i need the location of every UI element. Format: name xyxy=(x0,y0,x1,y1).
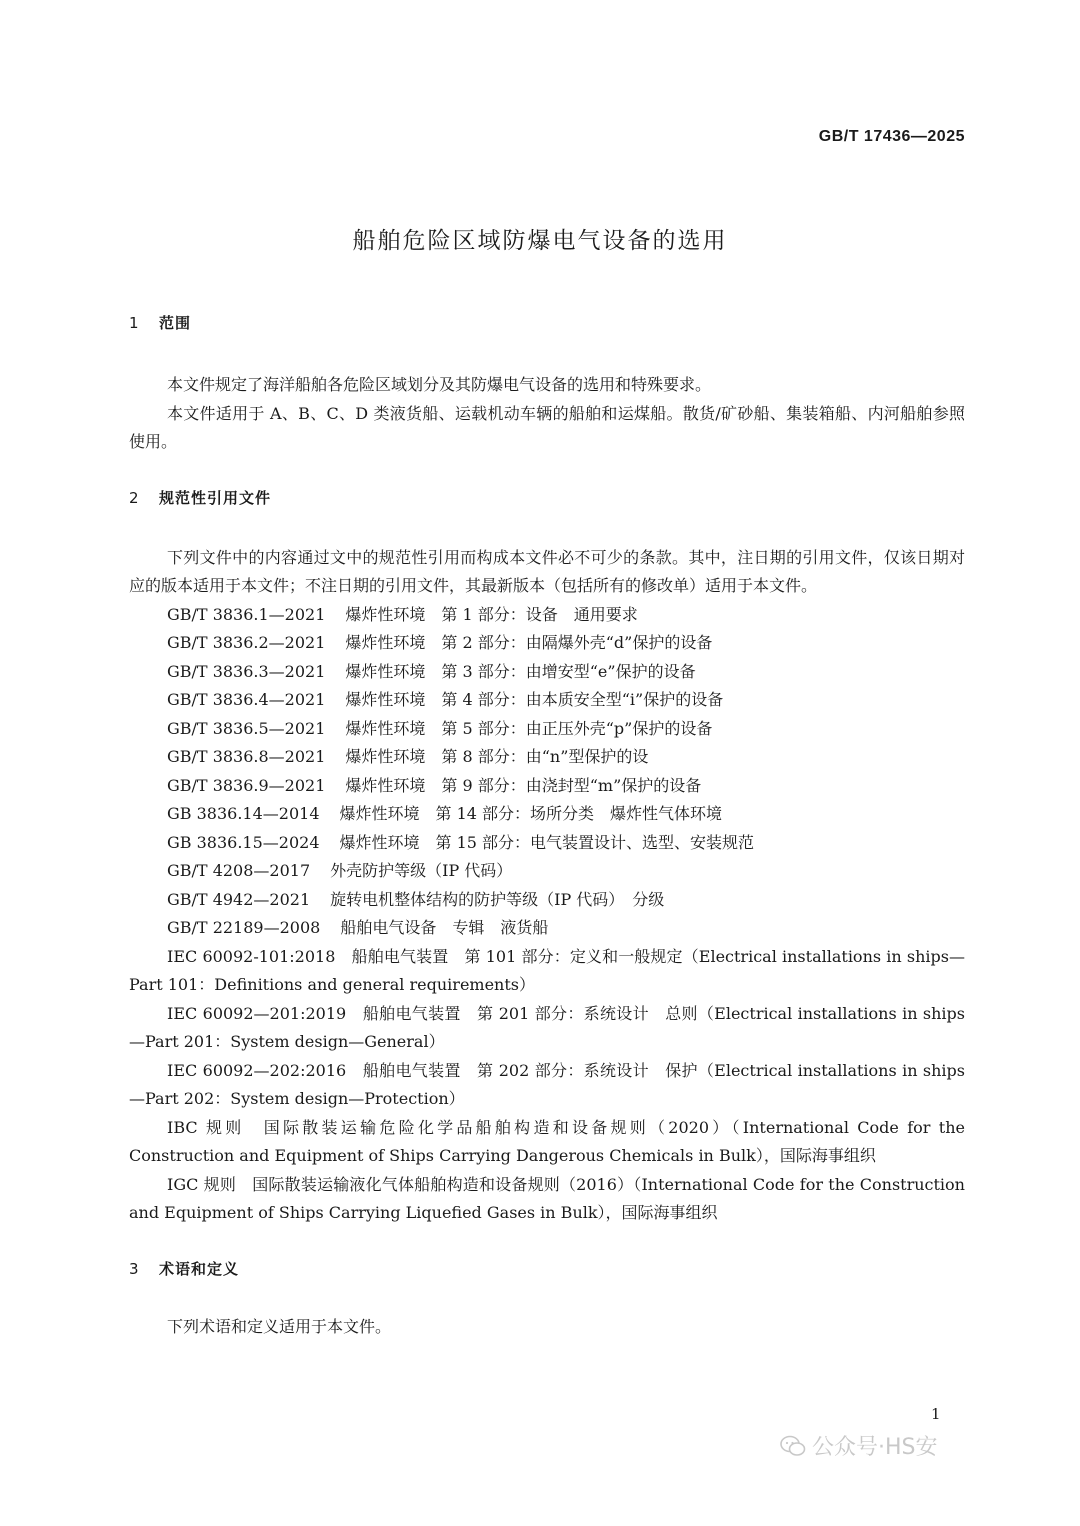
reference-title: 爆炸性环境 第 8 部分：由“n”型保护的设 xyxy=(345,747,649,766)
reference-list xyxy=(129,601,965,1228)
reference-code: GB/T 3836.2—2021 xyxy=(167,633,326,652)
reference-item xyxy=(129,800,965,829)
reference-code: GB/T 3836.8—2021 xyxy=(167,747,326,766)
reference-code: GB/T 4208—2017 xyxy=(167,861,311,880)
reference-item: IBC 规则 国际散装运输危险化学品船舶构造和设备规则（2020）（International Code for the Construction and Equipment of Ships Carrying Dangerous Chemicals in Bulk），国际海事组织 xyxy=(129,1117,965,1165)
reference-title: 爆炸性环境 第 14 部分：场所分类 爆炸性气体环境 xyxy=(339,804,723,823)
reference-title: 旋转电机整体结构的防护等级（IP 代码） 分级 xyxy=(330,889,665,909)
page-number: 1 xyxy=(931,1405,941,1423)
reference-code: GB 3836.14—2014 xyxy=(167,804,320,823)
section-number: 2 xyxy=(129,488,140,507)
reference-title: 爆炸性环境 第 1 部分：设备 通用要求 xyxy=(345,604,638,624)
document-title: 船舶危险区域防爆电气设备的选用 xyxy=(352,228,728,254)
document-body xyxy=(129,300,965,1341)
reference-title: 爆炸性环境 第 2 部分：由隔爆外壳“d”保护的设备 xyxy=(345,633,713,652)
reference-title: 爆炸性环境 第 4 部分：由本质安全型“i”保护的设备 xyxy=(345,690,724,709)
watermark-text: 公众号·HS安 xyxy=(812,1435,938,1460)
reference-item xyxy=(129,886,965,915)
reference-code: GB/T 3836.1—2021 xyxy=(167,604,326,624)
reference-item xyxy=(129,629,965,658)
reference-code: GB/T 3836.3—2021 xyxy=(167,661,326,681)
reference-item xyxy=(129,914,965,943)
reference-item: IEC 60092-101:2018 船舶电气装置 第 101 部分：定义和一般规定（Electrical installations in ships—Part 101：Definitions and general requirements） xyxy=(129,946,965,994)
section-title: 范围 xyxy=(159,314,192,332)
reference-item: IEC 60092—202:2016 船舶电气装置 第 202 部分：系统设计 保护（Electrical installations in ships—Part 202：System design—Protection） xyxy=(129,1060,965,1108)
section-title: 术语和定义 xyxy=(159,1259,240,1278)
paragraph: 本文件适用于 A、B、C、D 类液货船、运载机动车辆的船舶和运煤船。散货/矿砂船、集装箱船、内河船舶参照使用。 xyxy=(129,403,965,451)
section-number: 1 xyxy=(129,314,140,332)
reference-title: 爆炸性环境 第 3 部分：由增安型“e”保护的设备 xyxy=(345,661,696,681)
section-3-heading xyxy=(129,1258,965,1279)
reference-item xyxy=(129,658,965,687)
section-title: 规范性引用文件 xyxy=(159,488,272,507)
reference-item: IGC 规则 国际散装运输液化气体船舶构造和设备规则（2016）（International Code for the Construction and Equipment of Ships Carrying Liquefied Gases in Bulk），国际海事组织 xyxy=(129,1174,965,1222)
reference-title: 爆炸性环境 第 15 部分：电气装置设计、选型、安装规范 xyxy=(339,832,755,852)
wechat-icon xyxy=(780,1435,806,1457)
reference-item: IEC 60092—201:2019 船舶电气装置 第 201 部分：系统设计 总则（Electrical installations in ships—Part 201：System design—General） xyxy=(129,1003,965,1051)
section-number: 3 xyxy=(129,1259,140,1278)
reference-item xyxy=(129,601,965,630)
reference-item xyxy=(129,743,965,772)
watermark xyxy=(780,1430,938,1461)
reference-item xyxy=(129,772,965,801)
paragraph: 下列文件中的内容通过文中的规范性引用而构成本文件必不可少的条款。其中，注日期的引用文件，仅该日期对应的版本适用于本文件；不注日期的引用文件，其最新版本（包括所有的修改单）适用于本文件。 xyxy=(129,547,965,595)
reference-item xyxy=(129,686,965,715)
reference-code: GB/T 3836.4—2021 xyxy=(167,690,326,709)
reference-code: GB 3836.15—2024 xyxy=(167,832,320,852)
reference-code: GB/T 3836.9—2021 xyxy=(167,775,326,795)
reference-item xyxy=(129,857,965,886)
reference-code: GB/T 4942—2021 xyxy=(167,889,311,909)
reference-code: GB/T 3836.5—2021 xyxy=(167,718,326,738)
reference-title: 爆炸性环境 第 5 部分：由正压外壳“p”保护的设备 xyxy=(345,718,713,738)
standard-code: GB/T 17436—2025 xyxy=(818,128,965,145)
reference-title: 外壳防护等级（IP 代码） xyxy=(330,861,513,880)
paragraph: 下列术语和定义适用于本文件。 xyxy=(167,1316,392,1336)
section-2-heading xyxy=(129,487,965,508)
reference-title: 爆炸性环境 第 9 部分：由浇封型“m”保护的设备 xyxy=(345,775,702,795)
section-1-heading xyxy=(129,312,965,333)
reference-title: 船舶电气设备 专辑 液货船 xyxy=(340,918,549,937)
reference-code: GB/T 22189—2008 xyxy=(167,918,321,937)
reference-item xyxy=(129,829,965,858)
paragraph: 本文件规定了海洋船舶各危险区域划分及其防爆电气设备的选用和特殊要求。 xyxy=(167,375,712,394)
reference-item xyxy=(129,715,965,744)
